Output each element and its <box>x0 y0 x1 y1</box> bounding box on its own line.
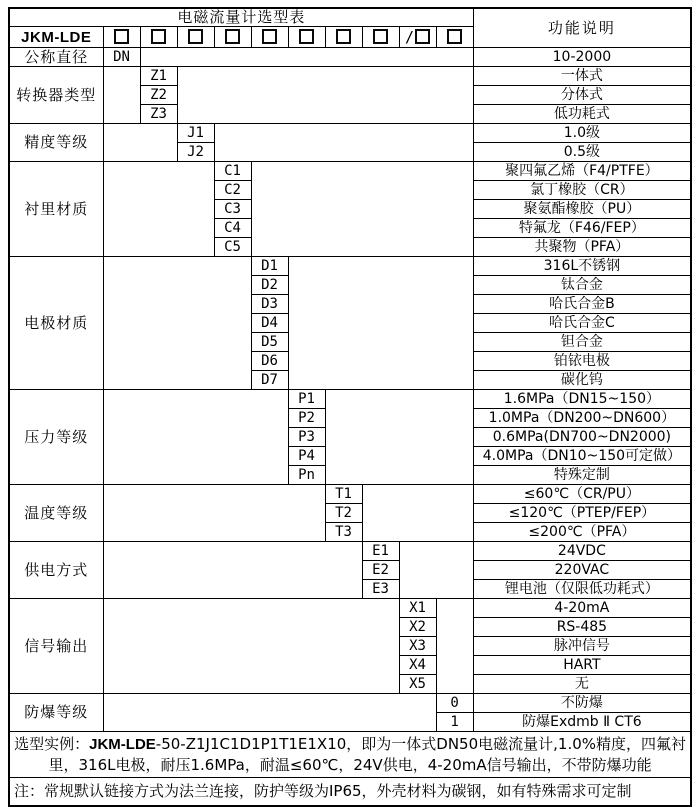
code-cell: 1 <box>436 713 473 732</box>
checkbox-icon[interactable] <box>415 29 430 44</box>
empty-cell <box>103 542 362 599</box>
example-row <box>9 732 691 778</box>
selection-table-body <box>9 8 691 806</box>
code-cell: P2 <box>288 409 325 428</box>
code-cell: X1 <box>399 599 436 618</box>
checkbox-icon[interactable] <box>447 29 462 44</box>
code-cell: D6 <box>251 352 288 371</box>
example-rest: -50-Z1J1C1D1P1T1E1X10，即为一体式DN50电磁流量计,1.0%精度，四氟衬里，316L电极，耐压1.6MPa，耐温≤60℃，24V供电，4-20mA信号输出，不带防爆功能 <box>48 735 687 775</box>
code-cell: P1 <box>288 390 325 409</box>
section-label: 温度等级 <box>9 485 103 542</box>
code-cell: J1 <box>177 124 214 143</box>
model-digit-cell <box>214 27 251 48</box>
value-cell: 10-2000 <box>473 48 691 67</box>
empty-cell <box>140 48 473 67</box>
value-cell: 钛合金 <box>473 276 691 295</box>
code-cell: D7 <box>251 371 288 390</box>
code-cell: J2 <box>177 143 214 162</box>
value-cell: 锂电池（仅限低功耗式） <box>473 580 691 599</box>
empty-cell <box>103 485 325 542</box>
model-digit-cell <box>325 27 362 48</box>
empty-cell <box>103 599 399 694</box>
page <box>8 7 692 807</box>
section-row <box>9 124 691 143</box>
table-title: 电磁流量计选型表 <box>9 8 473 27</box>
empty-cell <box>103 694 436 732</box>
code-cell: D4 <box>251 314 288 333</box>
value-cell: ≤60℃（CR/PU） <box>473 485 691 504</box>
value-cell: 不防爆 <box>473 694 691 713</box>
value-cell: 聚四氟乙烯（F4/PTFE） <box>473 162 691 181</box>
empty-cell <box>362 485 473 542</box>
section-label: 压力等级 <box>9 390 103 485</box>
value-cell: 1.6MPa（DN15~150） <box>473 390 691 409</box>
example-prefix: 选型实例： <box>14 735 90 754</box>
empty-cell <box>288 257 473 390</box>
empty-cell <box>251 162 473 257</box>
model-digit-cell <box>177 27 214 48</box>
checkbox-icon[interactable] <box>373 29 388 44</box>
section-label: 信号输出 <box>9 599 103 694</box>
note-row <box>9 778 691 806</box>
selection-table <box>8 7 692 807</box>
model-digit-cell <box>288 27 325 48</box>
value-cell: 聚氨酯橡胶（PU） <box>473 200 691 219</box>
code-cell: P4 <box>288 447 325 466</box>
empty-cell <box>436 599 473 694</box>
section-label: 电极材质 <box>9 257 103 390</box>
value-cell: 钽合金 <box>473 333 691 352</box>
value-cell: RS-485 <box>473 618 691 637</box>
title-row <box>9 8 691 27</box>
code-cell: Z3 <box>140 105 177 124</box>
section-row <box>9 599 691 618</box>
value-cell: 分体式 <box>473 86 691 105</box>
value-cell: 24VDC <box>473 542 691 561</box>
checkbox-icon[interactable] <box>225 29 240 44</box>
code-cell: T1 <box>325 485 362 504</box>
section-label: 公称直径 <box>9 48 103 67</box>
section-row <box>9 257 691 276</box>
model-code: JKM-LDE <box>9 27 103 48</box>
empty-cell <box>103 257 251 390</box>
code-cell: X3 <box>399 637 436 656</box>
empty-cell <box>399 542 473 599</box>
model-digit-cell <box>103 27 140 48</box>
code-cell: C5 <box>214 238 251 257</box>
empty-cell <box>214 124 473 162</box>
section-row <box>9 694 691 713</box>
empty-cell <box>177 67 473 124</box>
code-cell: E2 <box>362 561 399 580</box>
value-cell: 0.6MPa(DN700~DN2000) <box>473 428 691 447</box>
section-row <box>9 67 691 86</box>
value-cell: 0.5级 <box>473 143 691 162</box>
code-cell: P3 <box>288 428 325 447</box>
checkbox-icon[interactable] <box>336 29 351 44</box>
selection-example <box>9 732 691 778</box>
empty-cell <box>103 124 177 162</box>
code-cell: T2 <box>325 504 362 523</box>
code-cell: C4 <box>214 219 251 238</box>
section-label: 防爆等级 <box>9 694 103 732</box>
value-cell: 铂铱电极 <box>473 352 691 371</box>
code-cell: Pn <box>288 466 325 485</box>
function-column-header: 功能说明 <box>473 8 691 48</box>
code-cell: E3 <box>362 580 399 599</box>
code-cell: C1 <box>214 162 251 181</box>
empty-cell <box>103 162 214 257</box>
code-cell: Z1 <box>140 67 177 86</box>
value-cell: HART <box>473 656 691 675</box>
section-label: 转换器类型 <box>9 67 103 124</box>
code-cell: T3 <box>325 523 362 542</box>
value-cell: 哈氏合金C <box>473 314 691 333</box>
model-digit-cell <box>399 27 436 48</box>
checkbox-icon[interactable] <box>151 29 166 44</box>
value-cell: 1.0级 <box>473 124 691 143</box>
section-row <box>9 390 691 409</box>
section-row <box>9 485 691 504</box>
value-cell: ≤120℃（PTEP/FEP） <box>473 504 691 523</box>
value-cell: 低功耗式 <box>473 105 691 124</box>
checkbox-icon[interactable] <box>262 29 277 44</box>
empty-cell <box>325 390 473 485</box>
slash-separator: / <box>404 27 415 46</box>
code-cell: D2 <box>251 276 288 295</box>
value-cell: ≤200℃（PFA） <box>473 523 691 542</box>
value-cell: 4.0MPa（DN10~150可定做） <box>473 447 691 466</box>
code-cell: E1 <box>362 542 399 561</box>
section-label: 精度等级 <box>9 124 103 162</box>
value-cell: 氯丁橡胶（CR） <box>473 181 691 200</box>
value-cell: 特氟龙（F46/FEP） <box>473 219 691 238</box>
value-cell: 4-20mA <box>473 599 691 618</box>
section-row <box>9 48 691 67</box>
example-model: JKM-LDE <box>89 736 156 754</box>
code-cell: 0 <box>436 694 473 713</box>
model-digit-cell <box>251 27 288 48</box>
table-note: 注：常规默认链接方式为法兰连接，防护等级为IP65，外壳材料为碳钢，如有特殊需求可定制 <box>9 778 691 806</box>
value-cell: 特殊定制 <box>473 466 691 485</box>
section-label: 供电方式 <box>9 542 103 599</box>
value-cell: 一体式 <box>473 67 691 86</box>
code-cell: D3 <box>251 295 288 314</box>
value-cell: 共聚物（PFA） <box>473 238 691 257</box>
code-cell: X2 <box>399 618 436 637</box>
checkbox-icon[interactable] <box>188 29 203 44</box>
value-cell: 无 <box>473 675 691 694</box>
code-cell: DN <box>103 48 140 67</box>
value-cell: 1.0MPa（DN200~DN600） <box>473 409 691 428</box>
value-cell: 316L不锈钢 <box>473 257 691 276</box>
code-cell: X5 <box>399 675 436 694</box>
section-row <box>9 542 691 561</box>
code-cell: Z2 <box>140 86 177 105</box>
code-cell: C3 <box>214 200 251 219</box>
checkbox-icon[interactable] <box>114 29 129 44</box>
empty-cell <box>103 67 140 124</box>
model-digit-cell <box>436 27 473 48</box>
model-digit-cell <box>362 27 399 48</box>
value-cell: 碳化钨 <box>473 371 691 390</box>
value-cell: 防爆Exdmb Ⅱ CT6 <box>473 713 691 732</box>
model-digit-cell <box>140 27 177 48</box>
section-label: 衬里材质 <box>9 162 103 257</box>
code-cell: C2 <box>214 181 251 200</box>
code-cell: D1 <box>251 257 288 276</box>
value-cell: 脉冲信号 <box>473 637 691 656</box>
value-cell: 220VAC <box>473 561 691 580</box>
value-cell: 哈氏合金B <box>473 295 691 314</box>
code-cell: D5 <box>251 333 288 352</box>
checkbox-icon[interactable] <box>299 29 314 44</box>
code-cell: X4 <box>399 656 436 675</box>
empty-cell <box>103 390 288 485</box>
section-row <box>9 162 691 181</box>
